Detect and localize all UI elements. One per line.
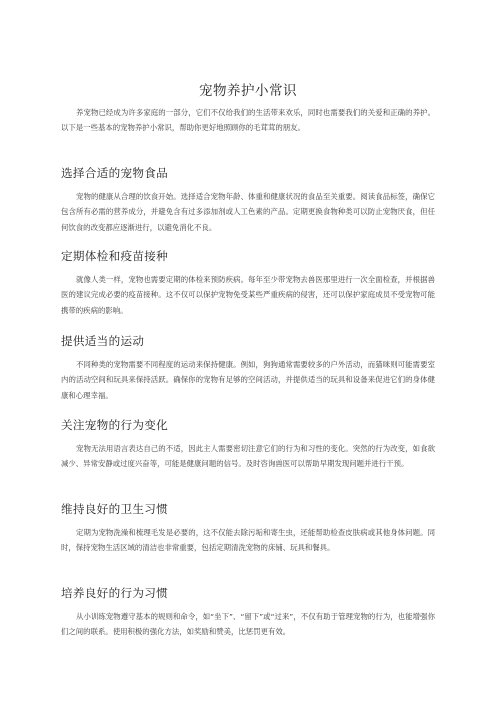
section-behavior-training xyxy=(61,586,435,640)
section-heading: 提供适当的运动 xyxy=(61,334,145,348)
section-paragraph: 从小训练宠物遵守基本的规则和命令，如“坐下”、“留下”或“过来”，不仅有助于管理宠物的行为，也能增强你们之间的联系。使用积极的强化方法，如奖励和赞美，比惩罚更有效。 xyxy=(61,612,435,637)
section-heading: 定期体检和疫苗接种 xyxy=(61,249,169,263)
section-paragraph: 宠物无法用语言表达自己的不适，因此主人需要密切注意它们的行为和习性的变化。突然的行为改变，如食欲减少、异常安静或过度兴奋等，可能是健康问题的信号。及时咨询兽医可以帮助早期发现问题并进行干预。 xyxy=(61,444,435,469)
section-pet-food xyxy=(61,166,435,235)
section-heading: 关注宠物的行为变化 xyxy=(61,418,169,432)
section-paragraph: 宠物的健康从合理的饮食开始。选择适合宠物年龄、体重和健康状况的食品至关重要。阅读食品标签，确保它包含所有必需的营养成分，并避免含有过多添加剂或人工色素的产品。定期更换食物种类可以防止宠物厌食，但任何饮食的改变都应逐渐进行，以避免消化不良。 xyxy=(61,192,435,232)
section-behavior-changes xyxy=(61,418,435,472)
section-exercise xyxy=(61,334,435,403)
section-heading: 维持良好的卫生习惯 xyxy=(61,502,169,516)
section-checkup-vaccination xyxy=(61,249,435,318)
section-paragraph: 就像人类一样，宠物也需要定期的体检来预防疾病。每年至少带宠物去兽医那里进行一次全面检查，并根据兽医的建议完成必要的疫苗接种。这不仅可以保护宠物免受某些严重疾病的侵害，还可以保护家庭成员不受宠物可能携带的疾病的影响。 xyxy=(61,275,435,315)
page-title: 宠物养护小常识 xyxy=(199,83,297,99)
intro-section xyxy=(61,105,435,136)
section-paragraph: 定期为宠物洗澡和梳理毛发是必要的，这不仅能去除污垢和寄生虫，还能帮助检查皮肤病或其他身体问题。同时，保持宠物生活区域的清洁也非常重要，包括定期清洗宠物的床铺、玩具和餐具。 xyxy=(61,528,435,553)
section-hygiene xyxy=(61,502,435,556)
section-paragraph: 不同种类的宠物需要不同程度的运动来保持健康。例如，狗狗通常需要较多的户外活动，而猫咪则可能需要室内的活动空间和玩具来保持活跃。确保你的宠物有足够的空间活动，并提供适当的玩具和设备来促进它们的身体健康和心理幸福。 xyxy=(61,360,435,400)
intro-paragraph: 养宠物已经成为许多家庭的一部分，它们不仅给我们的生活带来欢乐，同时也需要我们的关爱和正确的养护。以下是一些基本的宠物养护小常识，帮助你更好地照顾你的毛茸茸的朋友。 xyxy=(61,108,435,133)
section-heading: 培养良好的行为习惯 xyxy=(61,586,169,600)
section-heading: 选择合适的宠物食品 xyxy=(61,166,169,180)
